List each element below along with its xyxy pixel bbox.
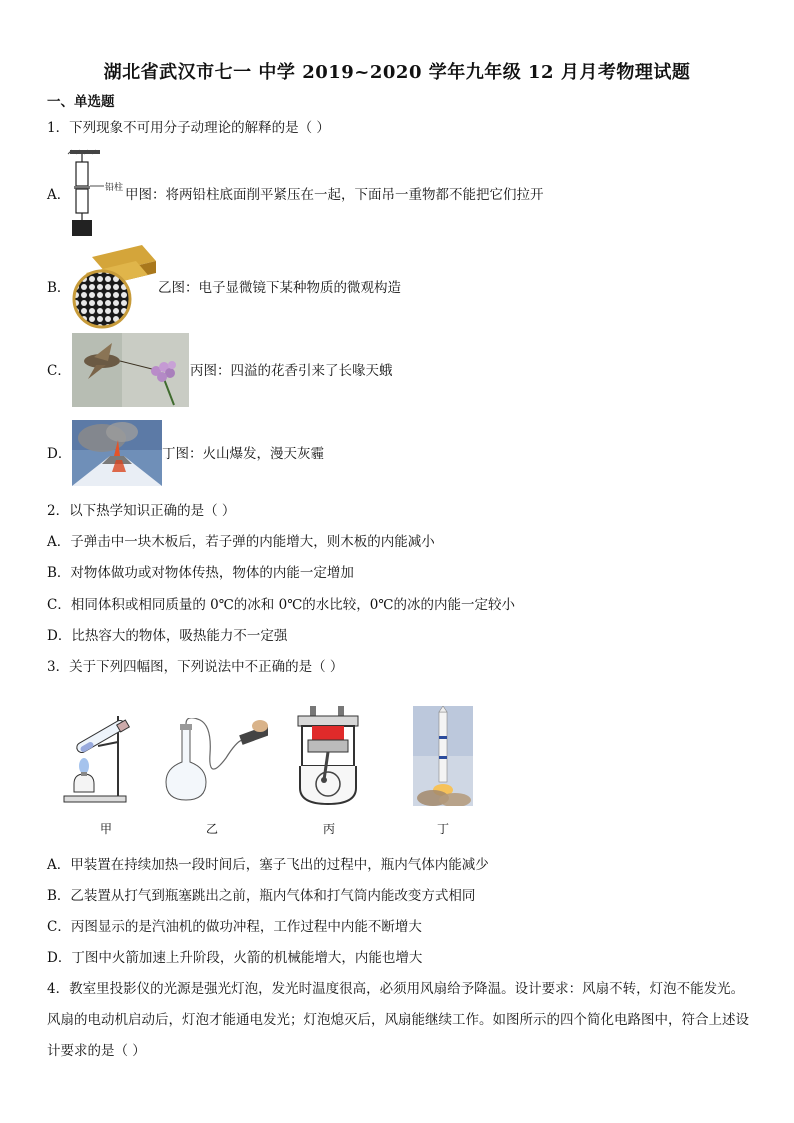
flask-pump-figure: [160, 718, 268, 804]
figure-caption-jia: 甲: [99, 822, 112, 836]
page-title: 湖北省武汉市七一 中学 2019~2020 学年九年级 12 月月考物理试题: [103, 62, 691, 83]
rocket-launch-figure: [413, 706, 473, 806]
question-4-stem: 4．教室里投影仪的光源是强光灯泡，发光时温度很高，必须用风扇给予降温。设计要求：风扇不转，灯泡不能发光。风扇的电动机启动后，灯泡才能通电发光；灯泡熄灭后，风扇能继续工作。如图所示的四个简化电路图中，符合上述设计要求的是（ ）: [47, 981, 749, 1059]
q1-option-c-label: C．: [47, 363, 71, 379]
question-1-stem: 1．下列现象不可用分子动理论的解释的是（ ）: [47, 120, 330, 136]
q1-option-a-text: 甲图：将两铅柱底面削平紧压在一起，下面吊一重物都不能把它们拉开: [125, 187, 544, 203]
moth-flower-figure: [72, 333, 189, 407]
q2-option-b: B．对物体做功或对物体传热，物体的内能一定增加: [47, 565, 354, 581]
question-3-stem: 3．关于下列四幅图，下列说法中不正确的是（ ）: [47, 659, 344, 675]
question-2-stem: 2．以下热学知识正确的是（ ）: [47, 503, 236, 519]
engine-cylinder-figure: [294, 704, 362, 808]
q1-option-d-text: 丁图：火山爆发，漫天灰霾: [162, 446, 324, 462]
q1-option-b-text: 乙图：电子显微镜下某种物质的微观构造: [158, 280, 401, 296]
q3-option-c: C．丙图显示的是汽油机的做功冲程，工作过程中内能不断增大: [47, 919, 422, 935]
q3-option-b: B．乙装置从打气到瓶塞跳出之前，瓶内气体和打气筒内能改变方式相同: [47, 888, 476, 904]
q1-option-a-label: A．: [47, 187, 71, 203]
q1-option-b-label: B．: [47, 280, 71, 296]
q1-option-c-text: 丙图：四溢的花香引来了长喙天蛾: [190, 363, 393, 379]
figure-caption-bing: 丙: [322, 822, 335, 836]
q2-option-c: C．相同体积或相同质量的 0℃的冰和 0℃的水比较，0℃的冰的内能一定较小: [47, 597, 515, 613]
q2-option-a: A．子弹击中一块木板后，若子弹的内能增大，则木板的内能减小: [47, 534, 435, 550]
q3-option-d: D．丁图中火箭加速上升阶段，火箭的机械能增大，内能也增大: [47, 950, 423, 966]
test-tube-heating-figure: [60, 712, 132, 806]
volcano-figure: [72, 420, 162, 486]
lead-cylinder-label: 铅柱: [105, 183, 124, 193]
figure-caption-yi: 乙: [205, 822, 218, 836]
section-heading: 一、单选题: [47, 94, 115, 110]
microstructure-figure: [72, 243, 158, 329]
q3-option-a: A．甲装置在持续加热一段时间后，塞子飞出的过程中，瓶内气体内能减少: [47, 857, 489, 873]
q1-option-d-label: D．: [47, 446, 72, 462]
q2-option-d: D．比热容大的物体，吸热能力不一定强: [47, 628, 288, 644]
figure-caption-ding: 丁: [436, 822, 449, 836]
lead-cylinders-figure: [66, 148, 126, 240]
